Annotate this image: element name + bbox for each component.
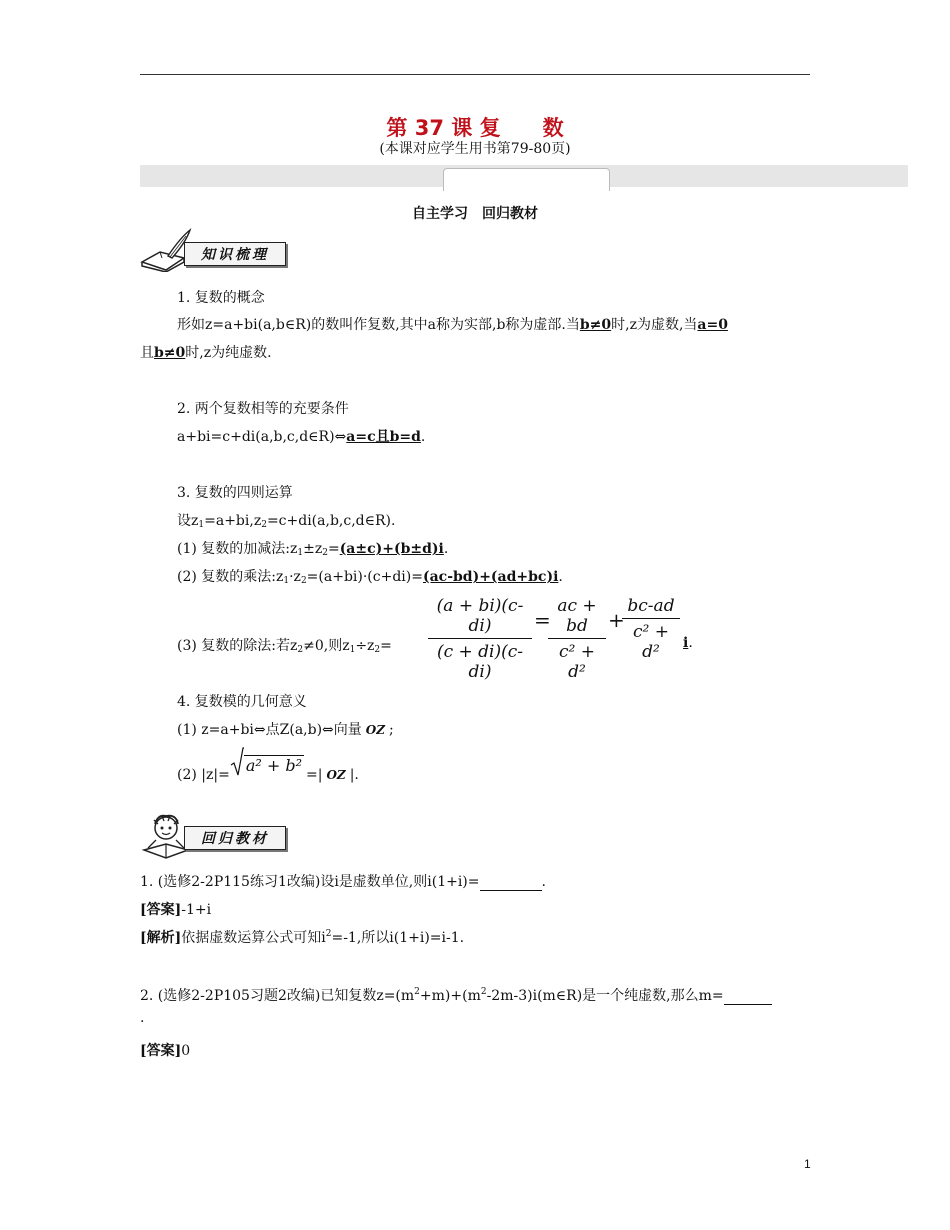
- review-banner-label: 回归教材: [184, 826, 286, 850]
- item2-period: .: [420, 429, 426, 445]
- item2-line: [177, 426, 425, 446]
- division-plus: +: [608, 608, 625, 632]
- answer-label: [答案]: [140, 1043, 182, 1059]
- division-i: i: [683, 635, 689, 651]
- exercise-1-period: .: [541, 874, 546, 890]
- exercise-1-answer: [140, 899, 211, 919]
- exercise-1-text: 1. (选修2-2P115练习1改编)设i是虚数单位,则i(1+i)=: [140, 874, 480, 890]
- item3-multiplication: [177, 566, 563, 586]
- vector-oz: OZ: [365, 723, 385, 737]
- mul-text-c: =(a+bi)·(c+di)=: [306, 569, 423, 585]
- answer-value: 0: [181, 1043, 191, 1059]
- exercise-1: [140, 871, 546, 891]
- header-tab: [443, 168, 610, 191]
- item1-line2: [140, 342, 272, 362]
- mul-text-b: ·z: [289, 569, 301, 585]
- item4-line1-text: (1) z=a+bi⇔点Z(a,b)⇔向量: [177, 722, 362, 738]
- division-fraction-1: [428, 596, 532, 682]
- item1-answer-a-eq-0: a=0: [697, 317, 728, 333]
- div-text-b: ≠0,则z: [303, 638, 350, 654]
- item2-heading: 2. 两个复数相等的充要条件: [177, 401, 349, 417]
- radical-sign-icon: [230, 747, 244, 777]
- item3-heading: 3. 复数的四则运算: [177, 485, 293, 501]
- item3-setup: [177, 510, 395, 530]
- frac2-numerator: ac + bd: [548, 596, 606, 639]
- exercise-2-blank: [724, 990, 772, 1005]
- answer-label: [答案]: [140, 902, 182, 918]
- exercise-2-text-b: +m)+(m: [419, 988, 481, 1004]
- div-text-a: (3) 复数的除法:若z: [177, 638, 298, 654]
- frac3-numerator: bc-ad: [622, 596, 680, 619]
- exercise-2-sup-2: 2: [480, 987, 487, 997]
- period: .: [688, 635, 693, 651]
- mul-answer: (ac-bd)+(ad+bc)i: [422, 569, 559, 585]
- exercise-2-answer: [140, 1040, 190, 1060]
- division-answer-i: [683, 635, 693, 651]
- item1-text-c: 且: [140, 345, 154, 361]
- item4-semicolon: ;: [389, 722, 394, 738]
- add-answer: (a±c)+(b±d)i: [339, 541, 444, 557]
- frac1-denominator: (c + di)(c-di): [436, 642, 524, 682]
- item4-line2-b: =|: [306, 767, 323, 783]
- page-number: 1: [804, 1157, 811, 1171]
- add-text-c: =: [327, 541, 340, 557]
- solution-label: [解析]: [140, 930, 182, 946]
- item4-heading: 4. 复数模的几何意义: [177, 694, 307, 710]
- item3-setup-b: =a+bi,z: [204, 513, 262, 529]
- div-text-c: ÷z: [355, 638, 375, 654]
- sub-2: 2: [297, 645, 304, 655]
- item3-division: [177, 635, 392, 655]
- section-heading: 自主学习 回归教材: [412, 206, 538, 222]
- item1-answer-b-ne-0-2: b≠0: [154, 345, 186, 361]
- solution-superscript: 2: [325, 929, 332, 939]
- exercise-2-text-a: 2. (选修2-2P105习题2改编)已知复数z=(m: [140, 988, 415, 1004]
- add-text-a: (1) 复数的加减法:z: [177, 541, 298, 557]
- add-text-b: ±z: [303, 541, 323, 557]
- solution-text-a: 依据虚数运算公式可知i: [181, 930, 326, 946]
- item4-line2-c: |.: [349, 767, 359, 783]
- sub-1: 1: [198, 520, 205, 530]
- item2-text: a+bi=c+di(a,b,c,d∈R)⇔: [177, 429, 347, 445]
- frac1-numerator: (a + bi)(c-di): [428, 596, 532, 639]
- item1-heading: 1. 复数的概念: [177, 290, 265, 306]
- period: .: [558, 569, 563, 585]
- item3-setup-c: =c+di(a,b,c,d∈R).: [266, 513, 396, 529]
- period: .: [443, 541, 449, 557]
- exercise-1-solution: [140, 927, 464, 947]
- exercise-1-blank: [480, 876, 542, 891]
- mul-text-a: (2) 复数的乘法:z: [177, 569, 284, 585]
- exercise-2-period: .: [140, 1010, 145, 1026]
- item1-answer-b-ne-0: b≠0: [579, 317, 612, 333]
- answer-value: -1+i: [181, 902, 212, 918]
- top-rule: [140, 74, 810, 75]
- item4-line1: [177, 719, 394, 739]
- sub-1: 1: [349, 645, 356, 655]
- item2-answer: a=c且b=d: [346, 429, 421, 445]
- sub-2: 2: [374, 645, 381, 655]
- solution-text-b: =-1,所以i(1+i)=i-1.: [331, 930, 465, 946]
- item4-line2-a: (2) |z|=: [177, 767, 230, 783]
- sqrt-expression: [232, 756, 304, 783]
- page-subtitle: (本课对应学生用书第79-80页): [379, 141, 571, 157]
- division-equals: =: [534, 608, 551, 632]
- item4-line2: [177, 756, 359, 783]
- page-title: 第 37 课 复 数: [386, 116, 564, 140]
- division-fraction-2: [548, 596, 606, 682]
- sub-1: 1: [283, 576, 290, 586]
- item3-setup-a: 设z: [177, 513, 199, 529]
- sub-2: 2: [322, 548, 328, 558]
- exercise-2-text-c: -2m-3)i(m∈R)是一个纯虚数,那么m=: [486, 988, 724, 1004]
- sub-2: 2: [300, 576, 307, 586]
- vector-oz-2: OZ: [326, 768, 346, 782]
- sub-1: 1: [297, 548, 304, 558]
- knowledge-banner-label: 知识梳理: [184, 242, 286, 266]
- sub-2: 2: [261, 520, 267, 530]
- item1-text-a: 形如z=a+bi(a,b∈R)的数叫作复数,其中a称为实部,b称为虚部.当: [177, 317, 580, 333]
- frac3-denominator: c² + d²: [633, 622, 669, 662]
- knowledge-banner: [140, 228, 290, 272]
- exercise-2-sup-1: 2: [414, 987, 420, 997]
- frac2-denominator: c² + d²: [559, 642, 595, 682]
- sqrt-radicand: a² + b²: [245, 756, 303, 775]
- div-text-d: =: [380, 638, 392, 654]
- review-banner: [140, 814, 290, 860]
- item1-text-d: 时,z为纯虚数.: [185, 345, 272, 361]
- item1-text-b: 时,z为虚数,当: [611, 317, 698, 333]
- item1-line1: [177, 314, 728, 334]
- exercise-2: [140, 985, 772, 1005]
- item3-addition: [177, 538, 448, 558]
- division-fraction-3: [622, 596, 680, 662]
